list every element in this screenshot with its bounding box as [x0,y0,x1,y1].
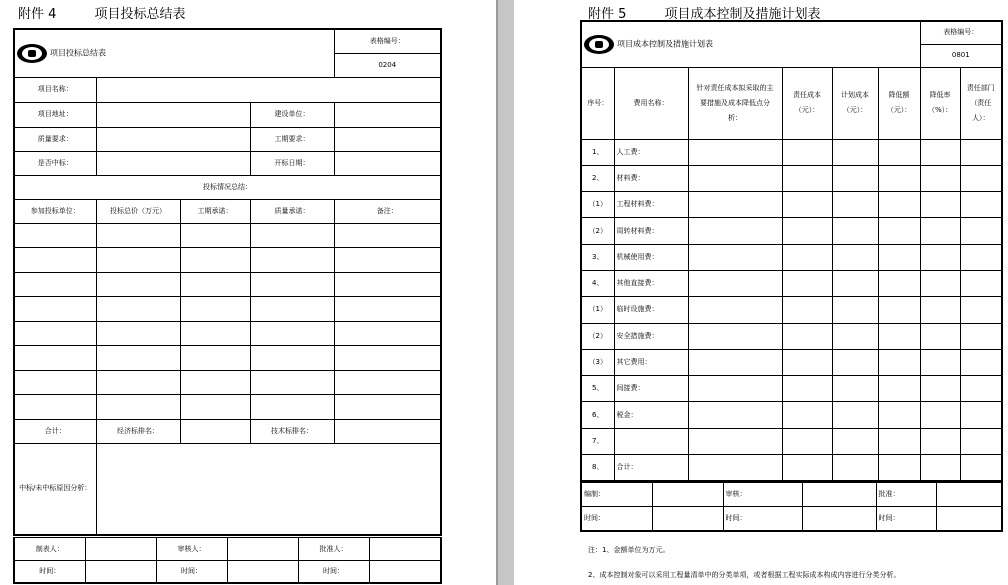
build-unit-label: 建设单位： [250,102,334,127]
header-resp-cost: 责任成本（元）： [782,67,832,139]
bid-cell[interactable] [334,395,441,420]
bid-cell[interactable] [180,297,250,322]
is-won-label: 是否中标： [14,151,96,175]
table-row [581,244,1002,270]
cost-cell[interactable] [688,455,782,481]
project-address-label: 项目地址： [14,102,96,127]
cost-cell[interactable] [782,270,832,296]
bid-cell[interactable] [250,223,334,248]
cost-cell[interactable] [878,165,920,191]
right-title: 项目成本控制及措施计划表 [664,7,821,22]
prepared-by-label: 制表人： [14,538,85,561]
cost-cell[interactable] [960,218,1002,244]
header-reduce-amount: 降低额（元）： [878,67,920,139]
bid-cell[interactable] [96,223,180,248]
right-form-no-label: 表格编号： [920,21,1002,44]
cost-cell[interactable] [688,297,782,323]
cost-cell[interactable] [782,323,832,349]
note-2: 2、成本控制对象可以采用工程量清单中的分类单项，或者根据工程实际成本构成内容进行分类分析。 [588,571,901,579]
bid-cell[interactable] [250,297,334,322]
left-form-no: 0204 [334,53,441,77]
right-reviewer-value[interactable] [802,483,876,507]
table-row [581,192,1002,218]
cost-cell[interactable] [688,139,782,165]
company-logo-icon [17,44,47,63]
bid-cell[interactable] [250,248,334,273]
start-date-value[interactable] [334,151,441,175]
cost-cell[interactable] [782,165,832,191]
bid-cell[interactable] [180,223,250,248]
page-gutter [496,0,514,585]
bid-cell[interactable] [96,346,180,371]
right-time-value[interactable] [802,507,876,531]
row-item-name: 其它费用： [614,349,688,375]
left-sign-table [13,537,442,584]
right-approver-value[interactable] [936,483,1002,507]
row-item-name: 工程材料费： [614,192,688,218]
bid-cell[interactable] [14,395,96,420]
cost-cell[interactable] [688,218,782,244]
cost-cell[interactable] [688,270,782,296]
cost-cell[interactable] [878,323,920,349]
bid-cell[interactable] [250,272,334,297]
cost-cell[interactable] [832,270,878,296]
bid-cell[interactable] [334,272,441,297]
cost-cell[interactable] [688,376,782,402]
header-reduce-rate: 降低率（%）： [920,67,960,139]
cost-cell[interactable] [920,139,960,165]
cost-cell[interactable] [782,376,832,402]
right-time-value[interactable] [936,507,1002,531]
cost-cell[interactable] [688,323,782,349]
cost-cell[interactable] [960,297,1002,323]
row-seq: 5、 [581,376,614,402]
cost-cell[interactable] [960,192,1002,218]
row-seq: 3、 [581,244,614,270]
schedule-req-label: 工期要求： [250,127,334,151]
cost-cell[interactable] [960,376,1002,402]
row-item-name: 税金： [614,402,688,428]
cost-cell[interactable] [878,139,920,165]
row-seq: （3） [581,349,614,375]
bid-cell[interactable] [180,395,250,420]
approver-label: 批准人： [298,538,369,561]
company-logo-icon [584,35,614,54]
schedule-req-value[interactable] [334,127,441,151]
bid-cell[interactable] [334,297,441,322]
col-header-schedule: 工期承诺： [180,199,250,223]
row-item-name: 临时设施费： [614,297,688,323]
right-time-label: 时间： [876,507,936,531]
cost-cell[interactable] [688,428,782,454]
col-header-bidder: 参加投标单位： [14,199,96,223]
row-seq: 4、 [581,270,614,296]
bid-cell[interactable] [96,321,180,346]
cost-cell[interactable] [920,402,960,428]
cost-cell[interactable] [832,165,878,191]
table-row [581,139,1002,165]
table-row [581,349,1002,375]
left-attachment-label: 附件 4 [18,7,57,22]
row-seq: （2） [581,323,614,349]
bid-cell[interactable] [334,346,441,371]
cost-cell[interactable] [832,297,878,323]
is-won-value[interactable] [96,151,250,175]
bid-cell[interactable] [14,297,96,322]
table-row [581,455,1002,481]
cost-cell[interactable] [688,244,782,270]
cost-cell[interactable] [878,192,920,218]
cost-cell[interactable] [832,349,878,375]
bid-cell[interactable] [180,248,250,273]
row-item-name: 间接费： [614,376,688,402]
bid-cell[interactable] [14,272,96,297]
cost-rows [581,139,1002,481]
cost-cell[interactable] [920,376,960,402]
bid-cell[interactable] [334,223,441,248]
left-form-title: 项目投标总结表 [50,48,106,58]
row-item-name: 人工费： [614,139,688,165]
col-header-remark: 备注： [334,199,441,223]
table-row [581,297,1002,323]
approver-value[interactable] [369,538,441,561]
reviewer-label: 审核人： [156,538,227,561]
right-time-label: 时间： [723,507,802,531]
project-name-label: 项目名称： [14,77,96,102]
cost-cell[interactable] [920,349,960,375]
bid-cell[interactable] [334,370,441,395]
prepared-by-value[interactable] [85,538,156,561]
right-form-title: 项目成本控制及措施计划表 [617,39,713,49]
row-seq: 1、 [581,139,614,165]
cost-cell[interactable] [960,428,1002,454]
cost-cell[interactable] [920,192,960,218]
cost-cell[interactable] [878,455,920,481]
cost-cell[interactable] [960,402,1002,428]
cost-cell[interactable] [960,165,1002,191]
cost-cell[interactable] [782,349,832,375]
cost-cell[interactable] [878,218,920,244]
left-form-title-cell [14,29,334,77]
table-row [581,165,1002,191]
cost-cell[interactable] [960,455,1002,481]
row-item-name: 合计： [614,455,688,481]
col-header-quality: 质量承诺： [250,199,334,223]
cost-cell[interactable] [832,139,878,165]
prepared-value[interactable] [652,483,723,507]
bid-cell[interactable] [250,346,334,371]
cost-cell[interactable] [832,376,878,402]
cost-cell[interactable] [832,218,878,244]
cost-cell[interactable] [782,402,832,428]
time-label: 时间： [156,561,227,583]
time-value[interactable] [369,561,441,583]
bid-cell[interactable] [96,248,180,273]
cost-cell[interactable] [878,402,920,428]
table-row [14,346,441,371]
row-item-name: 机械使用费： [614,244,688,270]
quality-req-value[interactable] [96,127,250,151]
reviewer-value[interactable] [227,538,298,561]
bid-cell[interactable] [14,370,96,395]
header-seq: 序号： [581,67,614,139]
time-value[interactable] [227,561,298,583]
cost-cell[interactable] [688,192,782,218]
row-item-name: 安全措施费： [614,323,688,349]
table-row [581,376,1002,402]
row-item-name: 材料费： [614,165,688,191]
cost-cell[interactable] [960,244,1002,270]
header-measures: 针对责任成本拟采取的主要措施及成本降低点分析： [688,67,782,139]
left-heading [18,3,186,22]
table-row [14,321,441,346]
cost-cell[interactable] [832,455,878,481]
cost-cell[interactable] [782,428,832,454]
cost-cell[interactable] [688,402,782,428]
cost-cell[interactable] [920,297,960,323]
cost-cell[interactable] [688,349,782,375]
row-item-name: 周转材料费： [614,218,688,244]
right-form-no: 0801 [920,44,1002,67]
table-row [581,428,1002,454]
analysis-label: 中标/未中标原因分析： [14,443,96,535]
bid-summary-table [13,28,442,536]
cost-cell[interactable] [920,428,960,454]
cost-cell[interactable] [878,244,920,270]
right-time-value[interactable] [652,507,723,531]
table-row [581,402,1002,428]
bid-cell[interactable] [96,297,180,322]
cost-cell[interactable] [782,192,832,218]
left-title: 项目投标总结表 [94,7,186,22]
bid-cell[interactable] [14,321,96,346]
cost-cell[interactable] [878,428,920,454]
cost-cell[interactable] [878,376,920,402]
col-header-total-price: 投标总价（万元） [96,199,180,223]
tech-rank-value[interactable] [334,419,441,443]
table-row [14,297,441,322]
cost-cell[interactable] [782,455,832,481]
row-seq: 7、 [581,428,614,454]
start-date-label: 开标日期： [250,151,334,175]
note-1: 注：1、金额单位为万元。 [588,546,670,554]
bid-cell[interactable] [334,321,441,346]
table-row [14,395,441,420]
bid-cell[interactable] [180,272,250,297]
cost-cell[interactable] [832,402,878,428]
bid-cell[interactable] [180,346,250,371]
cost-cell[interactable] [782,139,832,165]
cost-cell[interactable] [920,165,960,191]
cost-cell[interactable] [960,323,1002,349]
table-row [581,270,1002,296]
time-value[interactable] [85,561,156,583]
cost-cell[interactable] [920,244,960,270]
bid-cell[interactable] [250,321,334,346]
cost-cell[interactable] [920,455,960,481]
cost-cell[interactable] [960,270,1002,296]
bid-cell[interactable] [334,248,441,273]
bid-summary-header: 投标情况总结： [14,175,441,199]
header-plan-cost: 计划成本（元）： [832,67,878,139]
bid-cell[interactable] [96,370,180,395]
bid-cell[interactable] [14,248,96,273]
table-row [14,370,441,395]
project-address-value[interactable] [96,102,250,127]
cost-cell[interactable] [782,244,832,270]
right-time-label: 时间： [581,507,652,531]
cost-cell[interactable] [782,297,832,323]
analysis-value[interactable] [96,443,441,535]
right-reviewer-label: 审核： [723,483,802,507]
bid-rank-label: 经济标排名： [96,419,180,443]
row-item-name [614,428,688,454]
quality-req-label: 质量要求： [14,127,96,151]
left-page [0,0,496,585]
table-row [581,218,1002,244]
cost-cell[interactable] [782,218,832,244]
cost-cell[interactable] [878,297,920,323]
bid-cell[interactable] [180,321,250,346]
cost-cell[interactable] [832,244,878,270]
right-attachment-label: 附件 5 [588,7,627,22]
table-row [14,223,441,248]
bid-cell[interactable] [250,395,334,420]
row-seq: （1） [581,192,614,218]
right-approver-label: 批准： [876,483,936,507]
table-row [581,323,1002,349]
bid-cell[interactable] [180,370,250,395]
cost-cell[interactable] [878,349,920,375]
bid-rank-value[interactable] [180,419,250,443]
right-sign-table [580,482,1003,532]
time-label: 时间： [14,561,85,583]
bid-cell[interactable] [96,395,180,420]
cost-cell[interactable] [832,428,878,454]
cost-cell[interactable] [832,192,878,218]
tech-rank-label: 技术标排名： [250,419,334,443]
table-row [14,248,441,273]
row-seq: （1） [581,297,614,323]
project-name-value[interactable] [96,77,441,102]
cost-cell[interactable] [920,218,960,244]
time-label: 时间： [298,561,369,583]
bid-cell[interactable] [250,370,334,395]
cost-cell[interactable] [960,139,1002,165]
cost-cell[interactable] [960,349,1002,375]
row-seq: 8、 [581,455,614,481]
cost-cell[interactable] [920,323,960,349]
row-item-name: 其他直接费： [614,270,688,296]
row-seq: 2、 [581,165,614,191]
cost-cell[interactable] [832,323,878,349]
prepared-label: 编制： [581,483,652,507]
header-resp-dept: 责任部门（责任人）： [960,67,1002,139]
header-item: 费用名称： [614,67,688,139]
cost-cell[interactable] [878,270,920,296]
cost-cell[interactable] [920,270,960,296]
right-page [514,0,1008,585]
table-row [14,272,441,297]
left-form-no-label: 表格编号： [334,29,441,53]
build-unit-value[interactable] [334,102,441,127]
row-seq: 6、 [581,402,614,428]
bid-cell[interactable] [14,346,96,371]
bid-cell[interactable] [14,223,96,248]
cost-control-table [580,20,1003,482]
bid-cell[interactable] [96,272,180,297]
cost-cell[interactable] [688,165,782,191]
row-seq: （2） [581,218,614,244]
right-form-title-cell [581,21,920,67]
total-label: 合计： [14,419,96,443]
